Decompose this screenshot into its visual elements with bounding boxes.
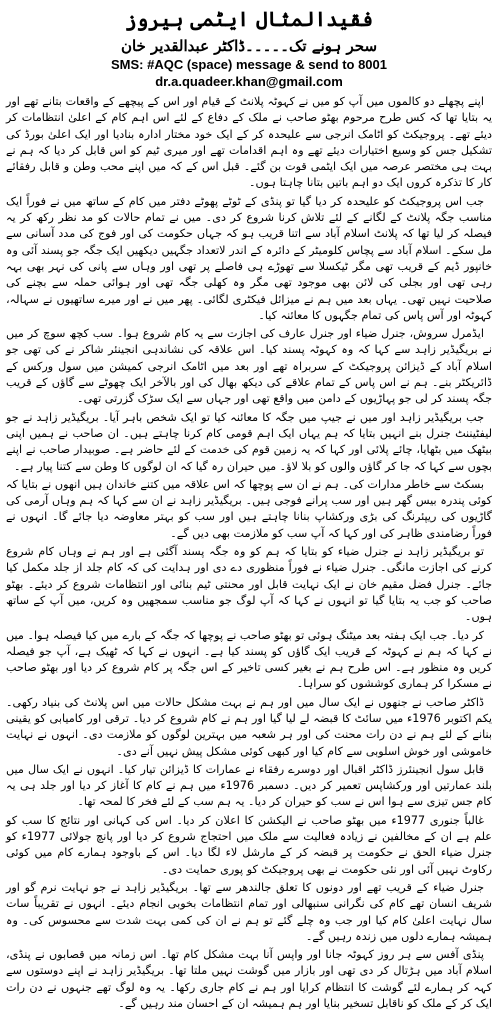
paragraph: جنرل ضیاء کے قریب تھے اور دونوں کا تعلق جالندھر سے تھا۔ بریگیڈیر زاہد نے جو نہایت نرم گو اور شریف انسان تھے کام کی نگرانی سنبھالی اور تمام انتظامات بخوبی انجام دیئے۔ انہوں نے تقریباً سات سال نہایت اعلیٰ کام کیا اور جب وہ چلے گئے تو ہم نے ان کی کمی بہت شدت سے محسوس کی۔ وہ ہمیشہ ہمارے دلوں میں زندہ رہیں گے۔ — [6, 880, 492, 943]
paragraph: غالباً جنوری 1977ء میں بھٹو صاحب نے الیکشن کا اعلان کر دیا۔ اس کی کہانی اور نتائج کا سب کو علم ہے ان کے مخالفین نے زیادہ فعالیت سے ملک میں احتجاج شروع کر دیا اور پانچ جولائی 1977ء کو جنرل ضیاء الحق نے حکومت پر قبضہ کر کے مارشل لاء لگا دیا۔ اس کے باوجود ہمارے کام میں کوئی رکاوٹ نہیں آئی اور نئی حکومت نے بھی پروجیکٹ کو پوری حمایت دی۔ — [6, 813, 492, 876]
byline: سحر ہونے تک۔۔۔۔۔ڈاکٹر عبدالقدیر خان — [120, 37, 378, 55]
sms-line: SMS: #AQC (space) message & send to 8001 — [111, 57, 387, 72]
paragraph: تو بریگیڈیر زاہد نے جنرل ضیاء کو بتایا کہ ہم کو وہ جگہ پسند آگئی ہے اور ہم نے وہاں کام شروع کرنے کی اجازت مانگی۔ جنرل ضیاء نے فوراً منظوری دے دی اور ہدایت کی کہ کام جلد از جلد مکمل کیا جائے۔ جنرل فضل مقیم خان نے ایک نہایت قابل اور محنتی ٹیم بنائی اور انتظامات شروع کر دیئے۔ بھٹو صاحب کو جب یہ بتایا گیا تو انہوں نے کہا کہ آپ لوگ جو مناسب سمجھیں وہ کریں، میں آپ کے ساتھ ہوں۔ — [6, 545, 492, 624]
paragraph: جب بریگیڈیر زاہد اور میں نے جیپ میں جگہ کا معائنہ کیا تو ایک شخص باہر آیا۔ بریگیڈیر زاہد نے جو لیفٹیننٹ جنرل بنے انہیں بتایا کہ ہم یہاں ایک اہم قومی کام کرنا چاہتے ہیں۔ ان صاحب نے ہمیں اپنی بیٹھک میں بٹھایا، چائے پلائی اور کہا کہ یہ زمین قوم کی خدمت کے لئے حاضر ہے۔ صوبیدار صاحب نے اپنے بچوں سے کہا کہ جا کر گاؤں والوں کو بلا لاؤ۔ میں حیران رہ گیا کہ ان لوگوں کا وطن سے کتنا پیار ہے۔ — [6, 410, 492, 473]
paragraph: بسکٹ سے خاطر مدارات کی۔ ہم نے ان سے پوچھا کہ اس علاقہ میں کتنے خاندان ہیں انھوں نے بتایا کہ کوئی پندرہ بیس گھر ہیں اور سب پرانے فوجی ہیں۔ بریگیڈیر زاہد نے ان سے کہا کہ ہم وہاں آرمی کی گاڑیوں کی ریپئرنگ کی بڑی ورکشاپ بنانا چاہتے ہیں اور سب کو بہتر معاوضہ دیا جائے گا۔ انہوں نے فوراً رضامندی ظاہر کی اور کہا کہ آپ سب کو ملازمت بھی دیں گے۔ — [6, 477, 492, 540]
paragraph: کر دیا۔ جب ایک ہفتہ بعد میٹنگ ہوئی تو بھٹو صاحب نے پوچھا کہ جگہ کے بارے میں کیا فیصلہ ہوا۔ میں نے کہا کہ ہم نے کہوٹہ کے قریب ایک گاؤں کو پسند کیا ہے۔ انہوں نے کہا کہ ٹھیک ہے، آپ جو فیصلہ کریں وہ منظور ہے۔ اس طرح ہم نے بغیر کسی تاخیر کے اس جگہ پر کام شروع کر دیا اور بھٹو صاحب نے مسکرا کر ہماری کوششوں کو سراہا۔ — [6, 628, 492, 691]
article-body — [6, 94, 492, 1012]
paragraph: ڈاکٹر صاحب نے جنھوں نے ایک سال میں اور ہم نے بہت مشکل حالات میں اس پلانٹ کی بنیاد رکھی۔ یکم اکتوبر 1976ء میں سائٹ کا قبضہ لے لیا گیا اور ہم نے کام شروع کر دیا۔ ترقی اور کامیابی کو یقینی بنانے کے لئے ہم نے دن رات محنت کی اور ہر شعبہ میں بہترین لوگوں کو ملازمت دی۔ انہوں نے نہایت خاموشی اور خوش اسلوبی سے کام کیا اور کبھی کوئی مشکل پیش نہیں آنے دی۔ — [6, 695, 492, 758]
paragraph: اپنے پچھلے دو کالموں میں آپ کو میں نے کہوٹہ پلانٹ کے قیام اور اس کے پیچھے کے واقعات بتانے تھے اور یہ بتایا تھا کہ کس طرح مرحوم بھٹو صاحب نے ملک کے دفاع کے لئے اس اہم کام کے اعلیٰ انتظامات کر دیئے تھے۔ پروجیکٹ کو اٹامک انرجی سے علیحدہ کر کے ایک خود مختار ادارہ بنادیا اور ایک اعلیٰ بورڈ کی تشکیل جس کو وسیع اختیارات دیئے تھے وہ اہم اقدامات تھے اور میری ٹیم کو اس قابل کر دیا کہ ہم نے بہت ہی مختصر عرصہ میں ایک ایٹمی قوت بن گئے۔ قبل اس کے کہ میں اپنے محب وطن و قابل رفقائے کار کا تذکرہ کروں ایک دو اہم باتیں بتانا چاہتا ہوں۔ — [6, 95, 492, 190]
paragraph: جب اس پروجیکٹ کو علیحدہ کر دیا گیا تو پنڈی کے ٹوٹے پھوٹے دفتر میں کام کے ساتھ میں نے فوراً ایک مناسب جگہ پلانٹ کے لگانے کے لئے تلاش کرنا شروع کر دی۔ میں نے تمام حالات کو مد نظر رکھ کر یہ فیصلہ کر لیا تھا کہ پلانٹ اسلام آباد سے اتنا قریب ہو کہ جہاں حکومت کی اور فوج کی مدد آسانی سے مل سکے۔ اسلام آباد سے پچاس کلومیٹر کے دائرہ کے اندر لاتعداد جگہیں دیکھیں ایک جگہ جو پسند آئی وہ خانپور ڈیم کے قریب تھی مگر ٹیکسلا سے تھوڑے ہی فاصلے پر تھی اور وہاں سے پانی کی نہر بھی بہہ رہی تھی اور بجلی کی لائن بھی موجود تھی مگر وہ کھلی جگہ تھی اور ہوائی حملہ سے بچنے کی صلاحیت نہیں تھی۔ یہاں بعد میں ہم نے میزائل فیکٹری لگائی۔ پھر میں نے اور میرے ساتھیوں نے سہالہ، کہوٹہ اور آس پاس کی تمام جگہوں کا معائنہ کیا۔ — [6, 194, 492, 322]
article-title: فقیدالمثال ایٹمی ہیروز — [124, 7, 374, 31]
paragraph: قابل سول انجینئرز ڈاکٹر اقبال اور دوسرے رفقاء نے عمارات کا ڈیزائن تیار کیا۔ انہوں نے ایک سال میں بلند عمارتیں اور ورکشاپس تعمیر کر دیں۔ دسمبر 1976ء میں ہم نے کام کا آغاز کر دیا اور جلد ہی یہ کام جس تیزی سے ہوا اس نے سب کو حیران کر دیا۔ یہ ہم سب کے لئے فخر کا لمحہ تھا۔ — [6, 762, 492, 809]
email-address: dr.a.quadeer.khan@gmail.com — [155, 74, 343, 89]
paragraph: پنڈی آفس سے ہر روز کہوٹہ جانا اور واپس آنا بہت مشکل کام تھا۔ اس زمانہ میں قصابوں نے پنڈی، اسلام آباد میں ہڑتال کر دی تھی اور بازار میں گوشت نہیں ملتا تھا۔ بریگیڈیر زاہد نے اپنے دوستوں سے کہہ کر ہمارے لئے گوشت کا انتظام کرایا اور ہم نے کام جاری رکھا۔ یہ وہ لوگ تھے جنہوں نے دن رات ایک کر کے ملک کو ناقابل تسخیر بنایا اور ہم ہمیشہ ان کے احسان مند رہیں گے۔ — [6, 948, 492, 1011]
paragraph: ایڈمرل سروش، جنرل ضیاء اور جنرل عارف کی اجازت سے یہ کام شروع ہوا۔ سب کچھ سوچ کر میں نے بریگیڈیر زاہد سے کہا کہ وہ کہوٹہ پسند کیا۔ اس علاقہ کی نشاندہی انجینئر شاکر نے کی تھی جو اسلام آباد کے ڈیزائن پروجیکٹ کے سربراہ تھے اور بعد میں اٹامک انرجی کمیشن میں سول ورکس کے ڈائریکٹر بنے۔ ہم نے اس پاس کے تمام علاقے کی دیکھ بھال کی اور بالآخر ایک چھوٹے سے گاؤں کے قریب جگہ پسند کر لی جو پہاڑیوں کے دامن میں واقع تھی اور جہاں سے ایک سڑک گزرتی تھی۔ — [6, 327, 492, 406]
